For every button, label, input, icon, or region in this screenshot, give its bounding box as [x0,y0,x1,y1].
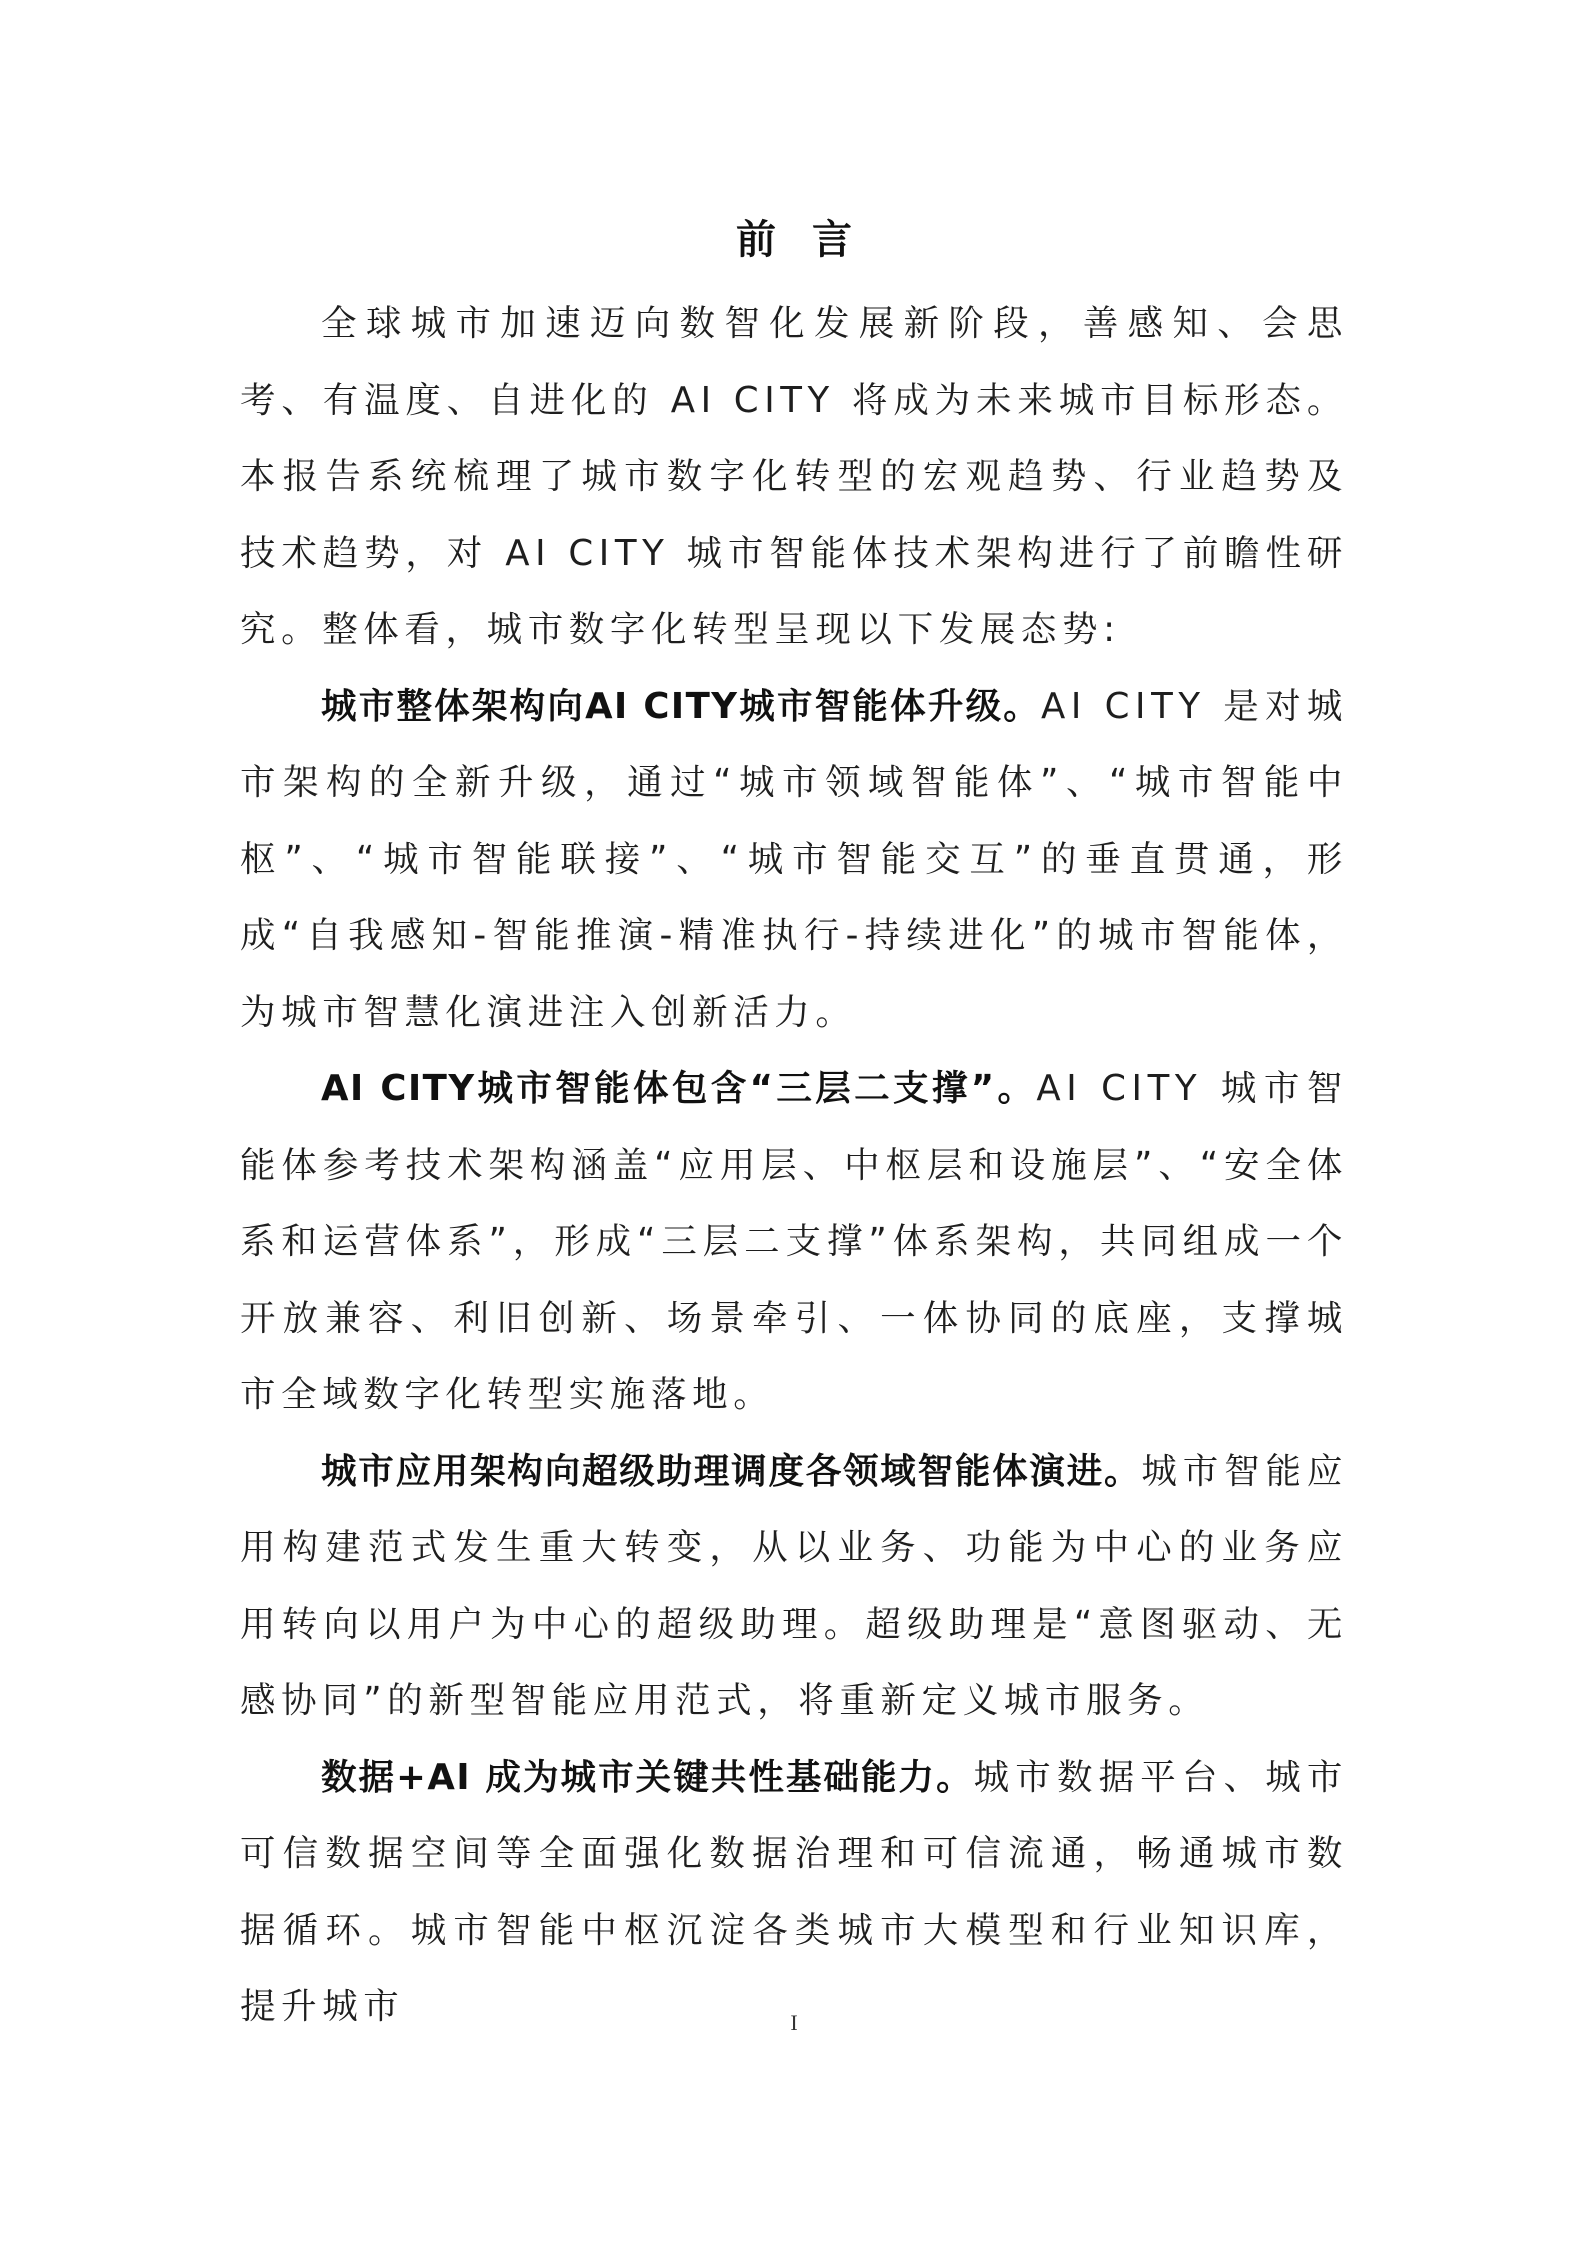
paragraph-text: AI CITY 是对城市架构的全新升级，通过“城市领域智能体”、“城市智能中枢”、“城市智能联接”、“城市智能交互”的垂直贯通，形成“自我感知-智能推演-精准执行-持续进化”的城市智能体，为城市智慧化演进注入创新活力。 [240,685,1348,1033]
page-number: I [790,2010,798,2035]
paragraph-text: 城市智能应用构建范式发生重大转变，从以业务、功能为中心的业务应用转向以用户为中心的超级助理。超级助理是“意图驱动、无感协同”的新型智能应用范式，将重新定义城市服务。 [240,1450,1348,1721]
paragraph-text: 全球城市加速迈向数智化发展新阶段，善感知、会思考、有温度、自进化的 AI CITY 将成为未来城市目标形态。本报告系统梳理了城市数字化转型的宏观趋势、行业趋势及技术趋势，对 AI CITY 城市智能体技术架构进行了前瞻性研究。整体看，城市数字化转型呈现以下发展态势: [240,303,1348,650]
paragraph-lead: 城市整体架构向AI CITY城市智能体升级。 [321,685,1042,727]
paragraph-text: 城市数据平台、城市可信数据空间等全面强化数据治理和可信流通，畅通城市数据循环。城市智能中枢沉淀各类城市大模型和行业知识库，提升城市 [240,1756,1348,2027]
document-body [240,286,1348,2046]
paragraph-data-ai [240,1740,1348,2046]
page-title: 前言 [736,217,888,263]
paragraph-lead: 数据+AI 成为城市关键共性基础能力。 [321,1756,974,1798]
paragraph-text: AI CITY 城市智能体参考技术架构涵盖“应用层、中枢层和设施层”、“安全体系和运营体系”，形成“三层二支撑”体系架构，共同组成一个开放兼容、利旧创新、场景牵引、一体协同的底座，支撑城市全域数字化转型实施落地。 [240,1068,1348,1415]
paragraph-three-layers [240,1051,1348,1434]
paragraph-lead: 城市应用架构向超级助理调度各领域智能体演进。 [321,1450,1142,1492]
paragraph-lead: AI CITY城市智能体包含“三层二支撑”。 [321,1068,1037,1109]
paragraph-overall-architecture [240,669,1348,1052]
paragraph-intro [240,286,1348,669]
paragraph-application-architecture [240,1434,1348,1740]
